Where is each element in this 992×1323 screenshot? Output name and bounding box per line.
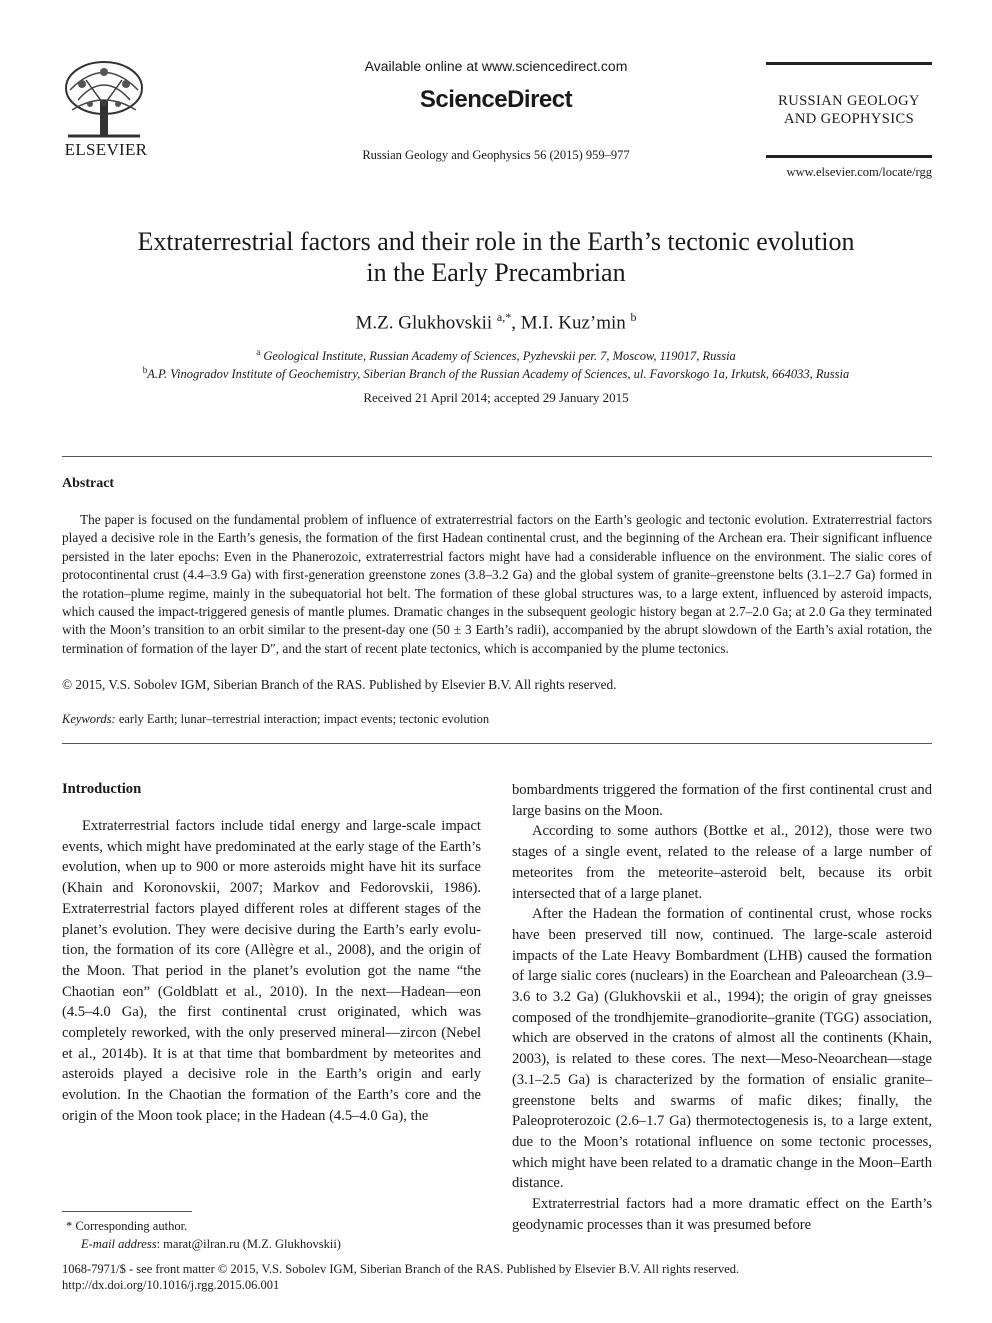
footnote-email xyxy=(81,1236,521,1253)
journal-title xyxy=(766,92,932,128)
journal-citation: Russian Geology and Geophysics 56 (2015) 959–977 xyxy=(362,148,630,162)
abstract-text: The paper is focused on the fundamental problem of influence of extraterrestrial factors on the Earth’s geologic and tectonic evolution. Extraterrestrial factors played a decisive role in the Earth’s genesis, the formation of the first Hadean continental crust, and the beginning of the Archean era. Their significant influence persisted in the later epochs: Even in the Phanerozoic, extraterrestrial factors might have had a considerable influence on the environment. The sialic cores of protocontinental crust (4.4–3.9 Ga) with first-generation greenstone zones (3.8–3.2 Ga) and the global system of granite–greenstone belts (3.1–2.7 Ga) formed in the rotation–plume regime, mainly in the subequatorial hot belt. The formation of these global structures was, to a large extent, influenced by asteroid impacts, which caused the impact-triggered genesis of mantle plumes. Dramatic changes in the subsequent geologic history began at 2.7–2.0 Ga; at 2.0 Ga they terminated with the Moon’s transition to an orbit similar to the present-day one (50 ± 3 Earth’s radii), accompanied by the abrupt slowdown of the Earth’s axial rotation, the termination of formation of the layer D″, and the start of recent plate tectonics, which is accompanied by the plume tectonics. xyxy=(62,512,932,656)
abstract-copyright: © 2015, V.S. Sobolev IGM, Siberian Branch of the RAS. Published by Elsevier B.V. All rights reserved. xyxy=(62,677,617,692)
journal-rule-bottom xyxy=(766,155,932,158)
author-list xyxy=(60,310,932,334)
author-affiliation-marker: a,* xyxy=(496,310,512,324)
footer-doi-link[interactable]: http://dx.doi.org/10.1016/j.rgg.2015.06.001 xyxy=(62,1278,280,1292)
email-address[interactable]: : marat@ilran.ru (M.Z. Glukhovskii) xyxy=(156,1237,341,1251)
footnote-corresponding: * Corresponding author. xyxy=(66,1219,188,1233)
keywords xyxy=(62,712,932,727)
article-title-line1: Extraterrestrial factors and their role in the Earth’s tectonic evolution xyxy=(137,227,855,256)
journal-title-line2: AND GEOPHYSICS xyxy=(783,111,915,127)
author-affiliation-marker: b xyxy=(630,310,637,324)
journal-url[interactable]: www.elsevier.com/locate/rgg xyxy=(786,165,932,179)
journal-title-line1: RUSSIAN GEOLOGY xyxy=(778,93,920,109)
body-column-right xyxy=(512,780,932,1235)
footnote-rule xyxy=(62,1211,192,1212)
keywords-label: Keywords: xyxy=(62,712,116,726)
available-online: Available online at www.sciencedirect.com xyxy=(364,58,628,74)
paragraph: According to some authors (Bottke et al., 2012), those were two stages of a single event, related to the release of a large number of meteorites from the meteorite–asteroid belt, because its orbit intersected that of a large planet. xyxy=(512,823,932,902)
email-label: E-mail address xyxy=(81,1237,157,1251)
author-name[interactable]: M.Z. Glukhovskii xyxy=(355,312,493,334)
paragraph: After the Hadean the formation of continental crust, whose rocks have been preserved till now, continued. The large-scale asteroid impacts of the Late Heavy Bombardment (LHB) caused the formation of large sialic cores (nuclears) in the Eoarchean and Paleoarchean (3.9–3.6 to 3.2 Ga) (Glukhovskii et al., 1994); the origin of gray gneisses composed of the trondhjemite–granodiorite–granite (TGG) association, which are observed in the cratons of almost all the continents (Khain, 2003), is related to these cores. The next—Meso-Neoarchean—stage (3.1–2.5 Ga) is characterized by the formation of ensialic granite–greenstone belts and swarms of mafic dikes; finally, the Paleoproterozoic (2.6–1.7 Ga) thermotectogenesis is, to a large extent, due to the Moon’s rotational influence on some tectonic processes, which might have been related to a dramatic change in the Moon–Earth distance. xyxy=(512,906,932,1192)
author-name[interactable]: M.I. Kuz’min xyxy=(520,312,626,334)
publisher-name: ELSEVIER xyxy=(64,140,148,159)
affiliation-a xyxy=(60,347,932,364)
abstract-top-rule xyxy=(62,456,932,457)
body-column-left xyxy=(62,816,481,1127)
footer-front-matter: 1068-7971/$ - see front matter © 2015, V.S. Sobolev IGM, Siberian Branch of the RAS. Published by Elsevier B.V. All rights reserved. xyxy=(62,1262,740,1276)
affiliation-text: A.P. Vinogradov Institute of Geochemistry, Siberian Branch of the Russian Academy of Sciences, ul. Favorskogo 1a, Irkutsk, 664033, Russia xyxy=(147,367,850,382)
journal-rule-top xyxy=(766,62,932,65)
received-dates: Received 21 April 2014; accepted 29 January 2015 xyxy=(363,390,629,405)
article-title xyxy=(60,226,932,288)
article-title-line2: in the Early Precambrian xyxy=(366,258,626,287)
section-heading-introduction: Introduction xyxy=(62,781,142,797)
affiliation-marker: a xyxy=(256,347,261,357)
paragraph: bombardments triggered the formation of the first continental crust and large basins on the Moon. xyxy=(512,782,932,819)
affiliation-marker: b xyxy=(142,365,148,375)
abstract-heading: Abstract xyxy=(62,476,115,491)
paragraph: Extraterrestrial factors had a more dramatic effect on the Earth’s geodynamic processes than it was presumed before xyxy=(512,1196,932,1233)
paragraph: Extraterrestrial factors include tidal energy and large-scale impact events, which might have predominated at the early stage of the Earth’s evolution, when up to 900 or more asteroids might have hit its surface (Khain and Koronovskii, 2007; Markov and Fedorovskii, 1986). Extraterrestrial factors played different roles at different stages of the planet’s evolution. They were decisive during the Earth’s early evolution, the formation of its core (Allègre et al., 2008), and the origin of the Moon. That period in the planet’s evolution got the name “the Chaotian eon” (Goldblatt et al., 2010). In the next—Hadean—eon (4.5–4.0 Ga), the first continental crust originated, which was completely reworked, with the only preserved mineral—zircon (Nebel et al., 2014b). It is at that time that bombardment by meteorites and asteroids played a decisive role in the Earth’s origin and early evolution. In the Chaotian the formation of the Earth’s core and the origin of the Moon took place; in the Hadean (4.5–4.0 Ga), the xyxy=(62,818,481,1124)
affiliation-b xyxy=(60,365,932,382)
abstract-bottom-rule xyxy=(62,743,932,744)
author-separator: , xyxy=(511,312,521,334)
sciencedirect-wordmark: ScienceDirect xyxy=(419,86,573,113)
keywords-list: early Earth; lunar–terrestrial interaction; impact events; tectonic evolution xyxy=(118,712,490,726)
affiliation-text: Geological Institute, Russian Academy of Sciences, Pyzhevskii per. 7, Moscow, 119017, Russia xyxy=(263,349,736,364)
